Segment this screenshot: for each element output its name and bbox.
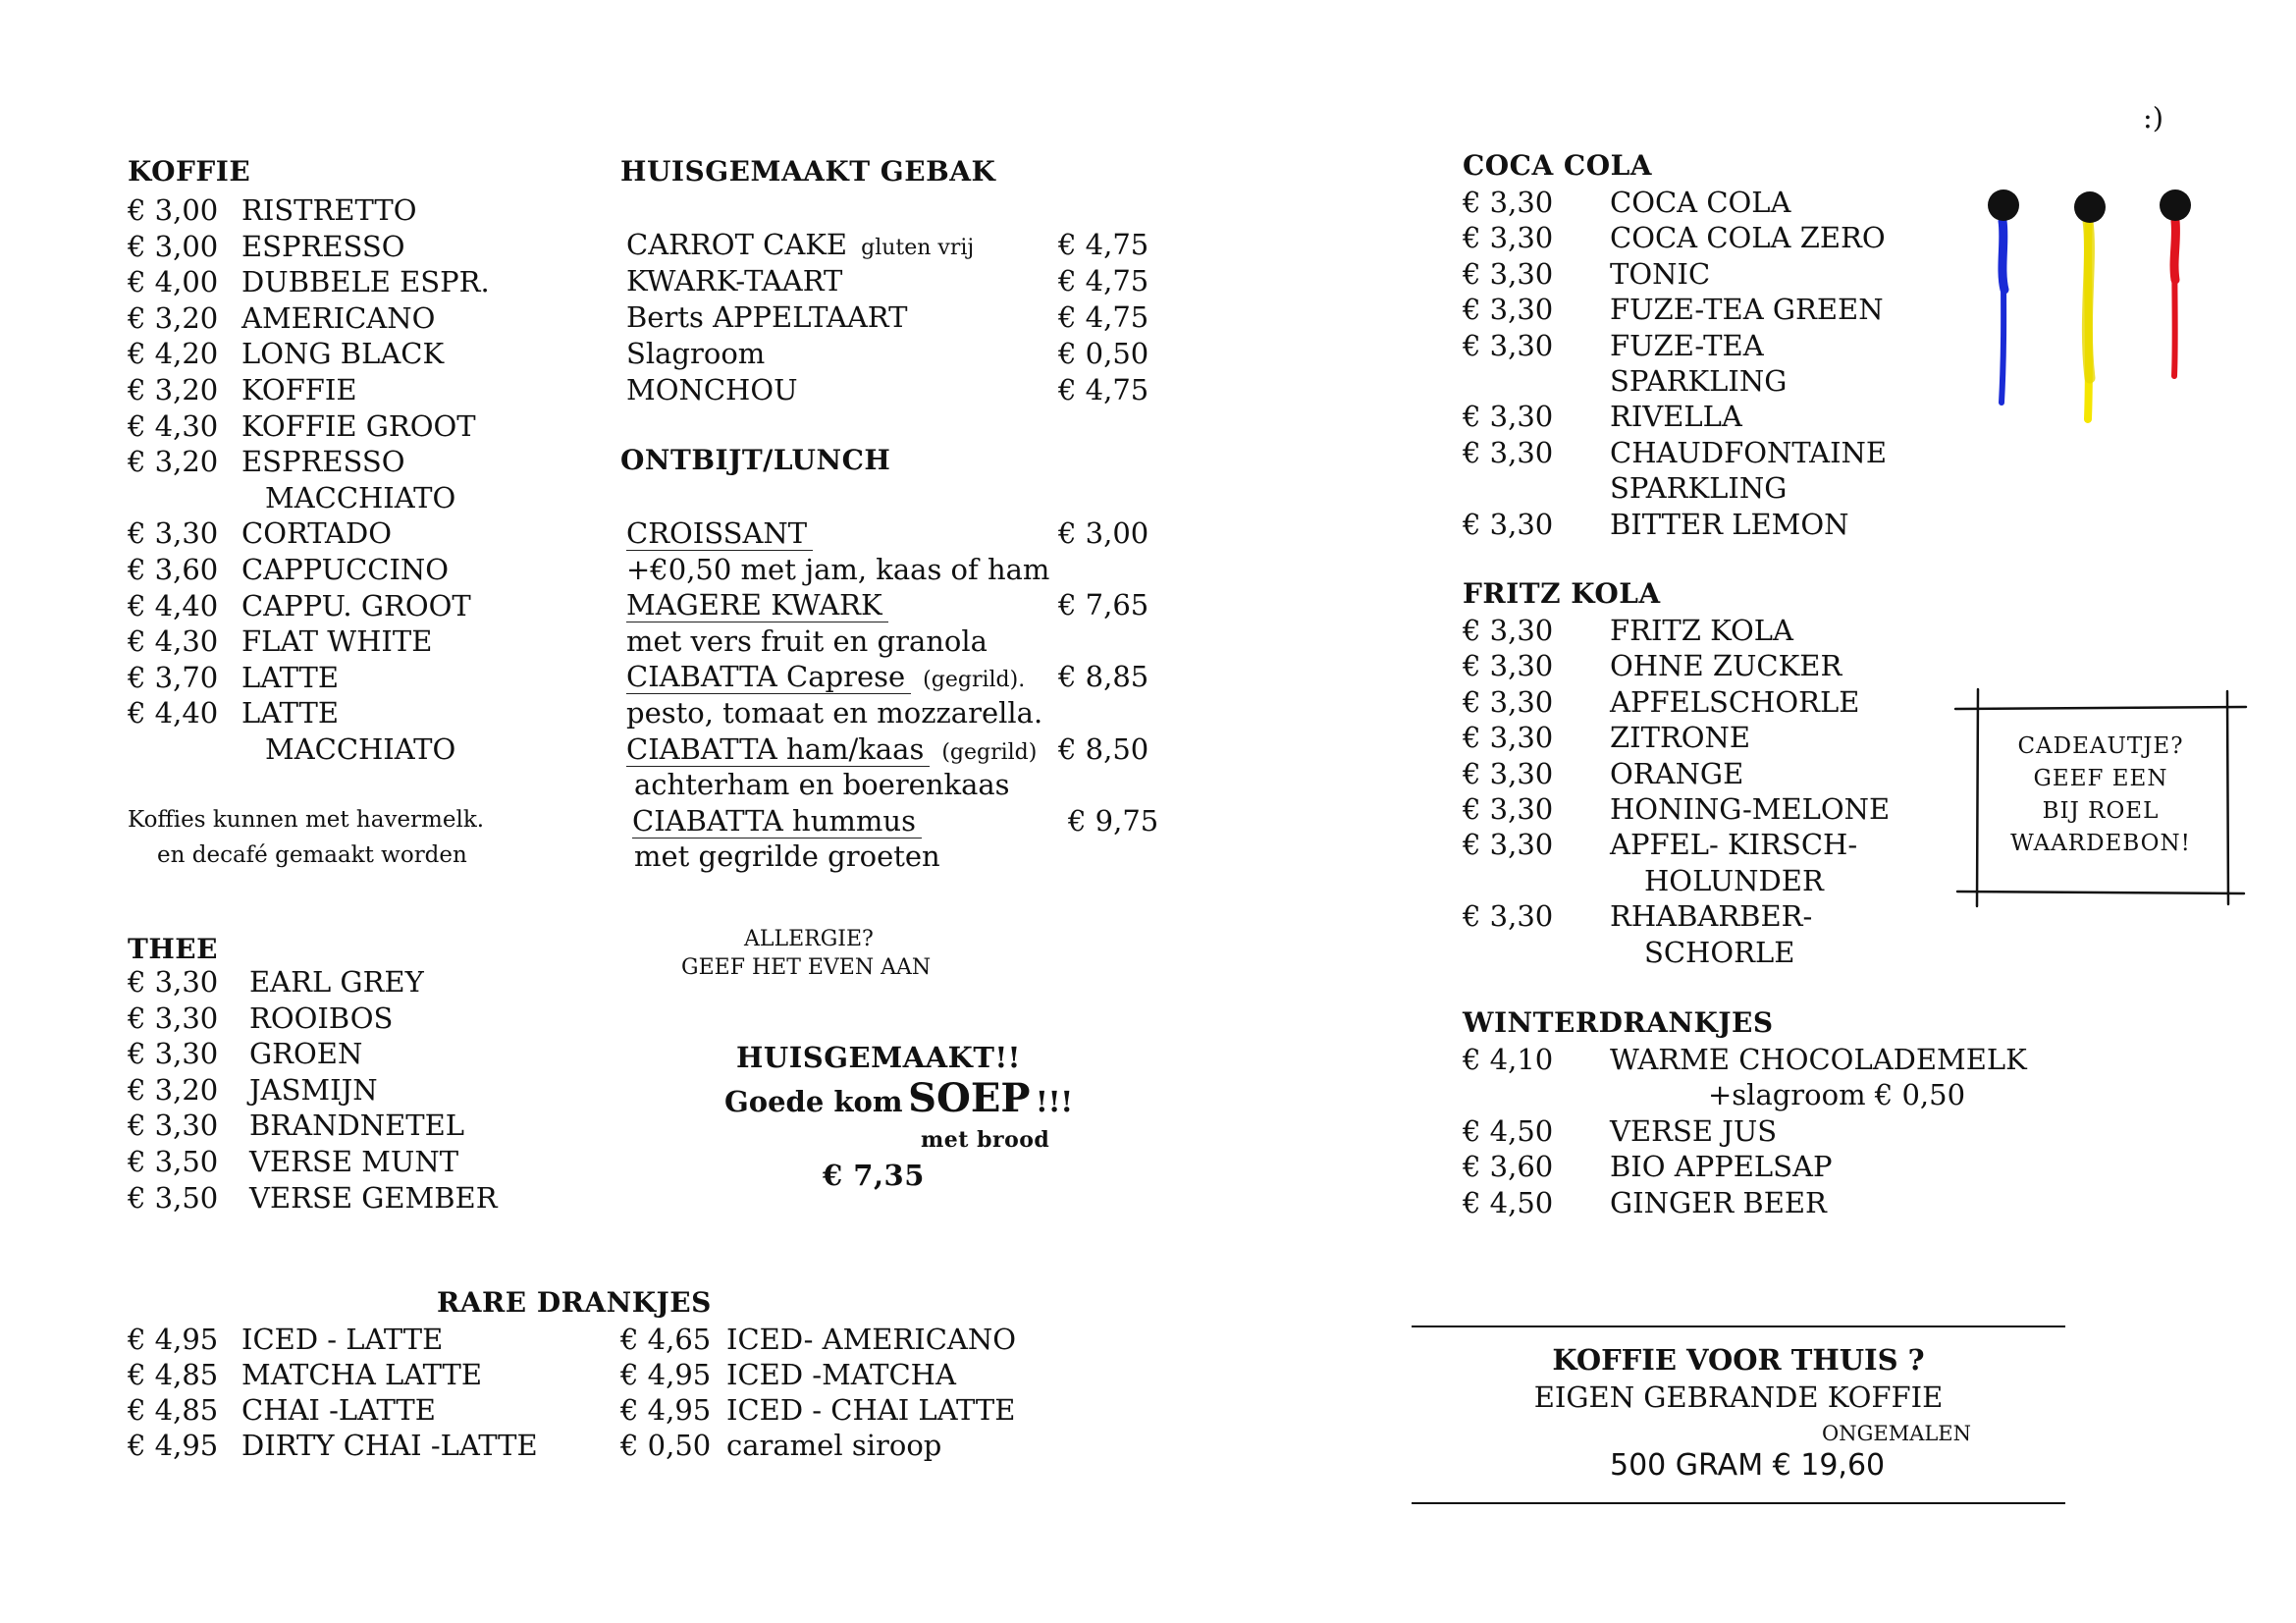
fritz-heading: FRITZ KOLA xyxy=(1463,577,1661,610)
item-price: € 4,40 xyxy=(128,696,219,730)
item-price: € 3,20 xyxy=(128,373,219,406)
lunch-heading: ONTBIJT/LUNCH xyxy=(620,444,891,476)
item-name: RIVELLA xyxy=(1610,400,1742,434)
item-name: EARL GREY xyxy=(249,965,424,999)
lunch-item-desc: pesto, tomaat en mozzarella. xyxy=(626,696,1043,730)
item-name: CHAI -LATTE xyxy=(241,1393,436,1427)
lunch-item-desc: achterham en boerenkaas xyxy=(634,768,1010,802)
item-name: MONCHOU xyxy=(626,373,798,406)
lunch-item-name xyxy=(626,587,888,622)
item-price: € 3,30 xyxy=(1463,186,1554,219)
koffie-note-2: en decafé gemaakt worden xyxy=(157,842,467,868)
soep-brood: met brood xyxy=(921,1127,1050,1153)
item-name-continued: HOLUNDER xyxy=(1644,863,1824,897)
item-name: ICED- AMERICANO xyxy=(726,1323,1016,1356)
lunch-item-price: € 8,50 xyxy=(1058,731,1149,766)
item-name: RISTRETTO xyxy=(241,193,417,227)
item-price: € 3,30 xyxy=(1463,614,1554,647)
item-price: € 3,30 xyxy=(1463,328,1554,362)
yellow-brush-icon xyxy=(2074,191,2106,419)
item-name: FUZE-TEA GREEN xyxy=(1610,293,1884,327)
item-price: € 4,95 xyxy=(128,1429,219,1462)
item-name: CIABATTA Caprese xyxy=(626,660,911,694)
red-brush-icon xyxy=(2160,189,2191,376)
item-name: VERSE GEMBER xyxy=(249,1180,498,1215)
item-price: € 3,30 xyxy=(128,516,219,551)
item-price: € 4,65 xyxy=(620,1323,712,1356)
lunch-item-price: € 9,75 xyxy=(1068,803,1159,838)
item-price: € 3,30 xyxy=(128,1001,219,1035)
item-name: COCA COLA xyxy=(1610,186,1791,219)
item-price: € 3,30 xyxy=(1463,792,1554,826)
item-price: € 4,00 xyxy=(128,265,219,299)
soep-big: SOEP xyxy=(908,1075,1031,1121)
item-name: ORANGE xyxy=(1610,756,1744,790)
item-name: HONING-MELONE xyxy=(1610,792,1891,826)
item-price: € 4,30 xyxy=(128,624,219,659)
item-price: € 3,30 xyxy=(1463,293,1554,327)
item-extra: (gegrild) xyxy=(941,739,1038,765)
lunch-item-desc: +€0,50 met jam, kaas of ham xyxy=(626,552,1050,586)
item-name: DIRTY CHAI -LATTE xyxy=(241,1429,538,1462)
lunch-item-name xyxy=(626,731,1037,771)
lunch-item-price: € 7,65 xyxy=(1058,588,1149,622)
gebak-item-price: € 4,75 xyxy=(1058,373,1149,406)
item-price: € 4,85 xyxy=(128,1393,219,1427)
item-price: € 3,30 xyxy=(1463,435,1554,469)
lunch-item-price: € 8,85 xyxy=(1058,660,1149,694)
thuis-line-1: EIGEN GEBRANDE KOFFIE xyxy=(1533,1380,1944,1414)
item-name: BRANDNETEL xyxy=(249,1109,465,1143)
item-name-continued: MACCHIATO xyxy=(265,732,456,766)
lunch-item-desc: met vers fruit en granola xyxy=(626,623,988,658)
item-name: ICED - CHAI LATTE xyxy=(726,1393,1016,1427)
item-name: Slagroom xyxy=(626,337,766,370)
item-name: CAPPUCCINO xyxy=(241,553,450,586)
item-name: caramel siroop xyxy=(726,1429,942,1462)
paint-brushes-illustration xyxy=(1973,182,2199,437)
item-price: € 0,50 xyxy=(620,1429,712,1462)
item-name: RHABARBER- xyxy=(1610,899,1813,934)
item-price: € 3,60 xyxy=(1463,1150,1554,1184)
cadeau-box xyxy=(1973,702,2228,889)
item-name: COCA COLA ZERO xyxy=(1610,221,1886,255)
item-name: FRITZ KOLA xyxy=(1610,614,1793,647)
item-name: VERSE JUS xyxy=(1610,1113,1778,1148)
item-price: € 3,30 xyxy=(1463,684,1554,719)
cadeau-line-1: CADEAUTJE? xyxy=(2017,733,2184,759)
item-price: € 4,50 xyxy=(1463,1113,1554,1148)
item-name: MATCHA LATTE xyxy=(241,1358,483,1391)
item-name: CAPPU. GROOT xyxy=(241,588,471,622)
item-price: € 3,50 xyxy=(128,1145,219,1178)
item-name: Berts APPELTAART xyxy=(626,300,908,334)
thuis-divider-top xyxy=(1412,1325,2065,1327)
item-price: € 3,30 xyxy=(1463,400,1554,434)
item-price: € 3,30 xyxy=(128,965,219,999)
gebak-item-price: € 4,75 xyxy=(1058,300,1149,334)
item-price: € 4,40 xyxy=(128,588,219,622)
cadeau-line-2: GEEF EEN xyxy=(2033,766,2168,791)
thuis-heading: KOFFIE VOOR THUIS ? xyxy=(1552,1343,1925,1377)
item-name: CORTADO xyxy=(241,516,393,551)
allergie-line-1: ALLERGIE? xyxy=(744,927,874,951)
item-price: € 3,30 xyxy=(128,1037,219,1071)
item-name: CIABATTA ham/kaas xyxy=(626,732,930,767)
gebak-item-name xyxy=(626,336,765,371)
item-name: ESPRESSO xyxy=(241,229,405,263)
item-name: DUBBELE ESPR. xyxy=(241,265,490,299)
item-name: CROISSANT xyxy=(626,516,813,551)
coca-heading: COCA COLA xyxy=(1463,149,1653,182)
item-extra: (gegrild). xyxy=(923,668,1026,693)
item-name: CARROT CAKE xyxy=(626,228,848,261)
item-price: € 3,20 xyxy=(128,300,219,335)
lunch-item-price: € 3,00 xyxy=(1058,516,1149,550)
item-price: € 3,50 xyxy=(128,1180,219,1215)
cadeau-line-3: BIJ ROEL xyxy=(2042,798,2160,824)
item-name: KWARK-TAART xyxy=(626,264,843,298)
gebak-heading: HUISGEMAAKT GEBAK xyxy=(620,155,996,188)
item-price: € 3,30 xyxy=(1463,828,1554,862)
lunch-item-name xyxy=(626,515,813,551)
item-price: € 3,30 xyxy=(1463,756,1554,790)
koffie-heading: KOFFIE xyxy=(128,155,251,188)
koffie-note-1: Koffies kunnen met havermelk. xyxy=(128,807,485,833)
item-price: € 3,30 xyxy=(1463,721,1554,755)
item-price: € 3,30 xyxy=(1463,507,1554,541)
item-price: € 3,30 xyxy=(1463,899,1554,934)
item-price: € 4,20 xyxy=(128,337,219,371)
winter-heading: WINTERDRANKJES xyxy=(1463,1006,1774,1039)
item-name: LATTE xyxy=(241,696,340,730)
gebak-item-name xyxy=(626,263,842,298)
item-name-continued: SPARKLING xyxy=(1610,471,1788,506)
blue-brush-icon xyxy=(1988,189,2019,403)
item-name: VERSE MUNT xyxy=(249,1145,459,1178)
item-name: ESPRESSO xyxy=(241,445,405,479)
item-price: € 3,30 xyxy=(128,1109,219,1143)
item-name: CHAUDFONTAINE xyxy=(1610,435,1888,469)
item-name: ICED - LATTE xyxy=(241,1323,444,1356)
item-price: € 3,00 xyxy=(128,229,219,263)
lunch-item-name xyxy=(632,803,922,839)
soep-price: € 7,35 xyxy=(823,1159,925,1192)
thee-heading: THEE xyxy=(128,933,218,965)
item-price: € 3,70 xyxy=(128,660,219,694)
thuis-divider-bottom xyxy=(1412,1502,2065,1504)
item-name: KOFFIE xyxy=(241,373,357,406)
item-price: € 4,95 xyxy=(620,1358,712,1391)
item-name: MAGERE KWARK xyxy=(626,588,888,622)
item-price: € 4,95 xyxy=(128,1323,219,1356)
item-name: OHNE ZUCKER xyxy=(1610,649,1842,683)
item-name: CIABATTA hummus xyxy=(632,804,922,839)
item-extra: gluten vrij xyxy=(861,236,975,260)
item-price: € 3,20 xyxy=(128,445,219,479)
item-price: € 4,95 xyxy=(620,1393,712,1427)
gebak-item-price: € 4,75 xyxy=(1058,264,1149,298)
soep-pre: Goede kom xyxy=(724,1085,903,1118)
soep-line-2 xyxy=(724,1075,1073,1121)
item-price: € 3,20 xyxy=(128,1072,219,1107)
item-price: € 3,60 xyxy=(128,553,219,586)
allergie-line-2: GEEF HET EVEN AAN xyxy=(681,955,932,980)
item-price: € 3,30 xyxy=(1463,221,1554,255)
lunch-item-name xyxy=(626,659,1025,698)
item-name-continued: SPARKLING xyxy=(1610,364,1788,398)
soep-line-1: HUISGEMAAKT!! xyxy=(736,1041,1021,1074)
item-name: FUZE-TEA xyxy=(1610,328,1764,362)
thuis-line-3: 500 GRAM € 19,60 xyxy=(1610,1448,1886,1483)
item-price: € 3,30 xyxy=(1463,256,1554,291)
item-name: ZITRONE xyxy=(1610,721,1751,755)
rare-heading: RARE DRANKJES xyxy=(437,1286,712,1319)
item-name: GROEN xyxy=(249,1037,363,1071)
item-name: JASMIJN xyxy=(249,1072,378,1107)
cadeau-line-4: WAARDEBON! xyxy=(2010,831,2191,856)
item-name: LONG BLACK xyxy=(241,337,445,371)
item-name: WARME CHOCOLADEMELK xyxy=(1610,1043,2027,1076)
item-price: € 4,50 xyxy=(1463,1185,1554,1219)
item-name: APFEL- KIRSCH- xyxy=(1610,828,1858,862)
smiley-text: :) xyxy=(2143,101,2164,135)
gebak-item-name xyxy=(626,227,974,266)
gebak-item-price: € 4,75 xyxy=(1058,228,1149,261)
item-name: FLAT WHITE xyxy=(241,624,433,659)
item-name: BIO APPELSAP xyxy=(1610,1150,1833,1184)
item-price: € 4,30 xyxy=(128,408,219,443)
item-name: ICED -MATCHA xyxy=(726,1358,956,1391)
item-name-continued: SCHORLE xyxy=(1644,935,1795,969)
item-name-continued: MACCHIATO xyxy=(265,480,456,514)
item-price: € 3,30 xyxy=(1463,649,1554,683)
item-name: LATTE xyxy=(241,660,340,694)
gebak-item-name xyxy=(626,299,907,335)
item-name: GINGER BEER xyxy=(1610,1185,1827,1219)
item-name: ROOIBOS xyxy=(249,1001,394,1035)
item-price: € 3,00 xyxy=(128,193,219,227)
item-name: TONIC xyxy=(1610,256,1711,291)
gebak-item-name xyxy=(626,372,798,407)
lunch-item-desc: met gegrilde groeten xyxy=(634,839,940,874)
item-price: € 4,10 xyxy=(1463,1043,1554,1076)
item-name: APFELSCHORLE xyxy=(1610,684,1860,719)
item-name-continued: +slagroom € 0,50 xyxy=(1708,1078,1966,1112)
gebak-item-price: € 0,50 xyxy=(1058,337,1149,370)
item-name: KOFFIE GROOT xyxy=(241,408,476,443)
item-name: AMERICANO xyxy=(241,300,436,335)
item-name: BITTER LEMON xyxy=(1610,507,1849,541)
soep-post: !!! xyxy=(1035,1085,1074,1118)
thuis-line-2: ONGEMALEN xyxy=(1822,1422,1972,1445)
item-price: € 4,85 xyxy=(128,1358,219,1391)
